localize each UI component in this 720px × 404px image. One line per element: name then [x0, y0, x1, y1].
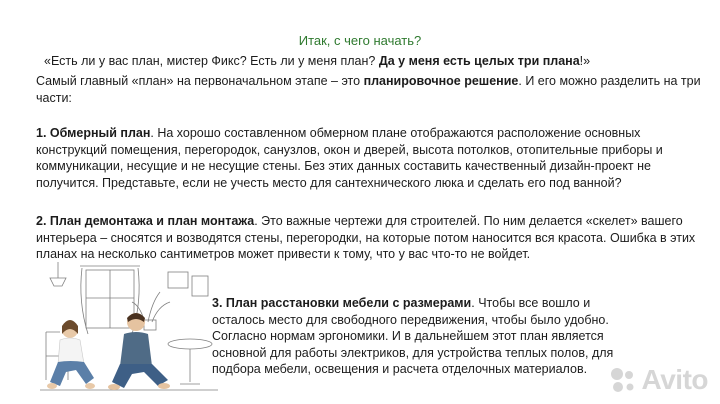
epigraph-quote [44, 53, 714, 70]
item-demolition-plan [36, 213, 708, 263]
quote-text: «Есть ли у вас план, мистер Фикс? Есть ли у меня план? [44, 54, 379, 68]
item2-text: . Это важные чертежи для строителей. По ним делается «скелет» вашего интерьера – сносятся и возводятся стены, перегородки, на которые потом наносится вся красота. Ошибка в этих планах на несколько сантиметров может привести к тому, что у вас что-то не войдет. [36, 214, 696, 261]
intro-bold-text: планировочное решение [363, 74, 519, 88]
page-title: Итак, с чего начать? [298, 33, 422, 48]
watermark-text: Avito [641, 364, 708, 395]
item-measurement-plan [36, 125, 708, 191]
item1-text: . На хорошо составленном обмерном плане отображаются расположение основных конструкций помещения, перегородок, санузлов, окон и дверей, высота потолков, отопительные приборы и коммуникации, несущие и не несущие стены. Без этих данных составить качественный дизайн-проект не получится. Представьте, если не учесть место для сантехнического люка и сделать его под ванной? [36, 126, 663, 190]
item2-heading: 2. План демонтажа и план монтажа [36, 214, 255, 228]
intro-paragraph [36, 73, 708, 106]
intro-text-before: Самый главный «план» на первоначальном этапе – это [36, 74, 364, 88]
quote-bold-text: Да у меня есть целых три плана [378, 54, 580, 68]
avito-watermark [608, 364, 708, 396]
avito-logo-icon [608, 365, 638, 395]
couple-illustration [40, 262, 218, 400]
item1-heading: 1. Обмерный план [36, 126, 151, 140]
item-furniture-plan [212, 295, 622, 378]
intro-text-after: . И его можно разделить на три части: [36, 74, 701, 105]
item3-heading: 3. План расстановки мебели с размерами [212, 296, 472, 310]
item3-text: . Чтобы все вошло и осталось место для свободного передвижения, чтобы было удобно. Согласно нормам эргономики. И в дальнейшем этот план является основной для работы электриков, для устройства теплых полов, для подбора мебели, освещения и расчета отделочных материалов. [212, 296, 614, 376]
quote-end: !» [579, 54, 591, 68]
